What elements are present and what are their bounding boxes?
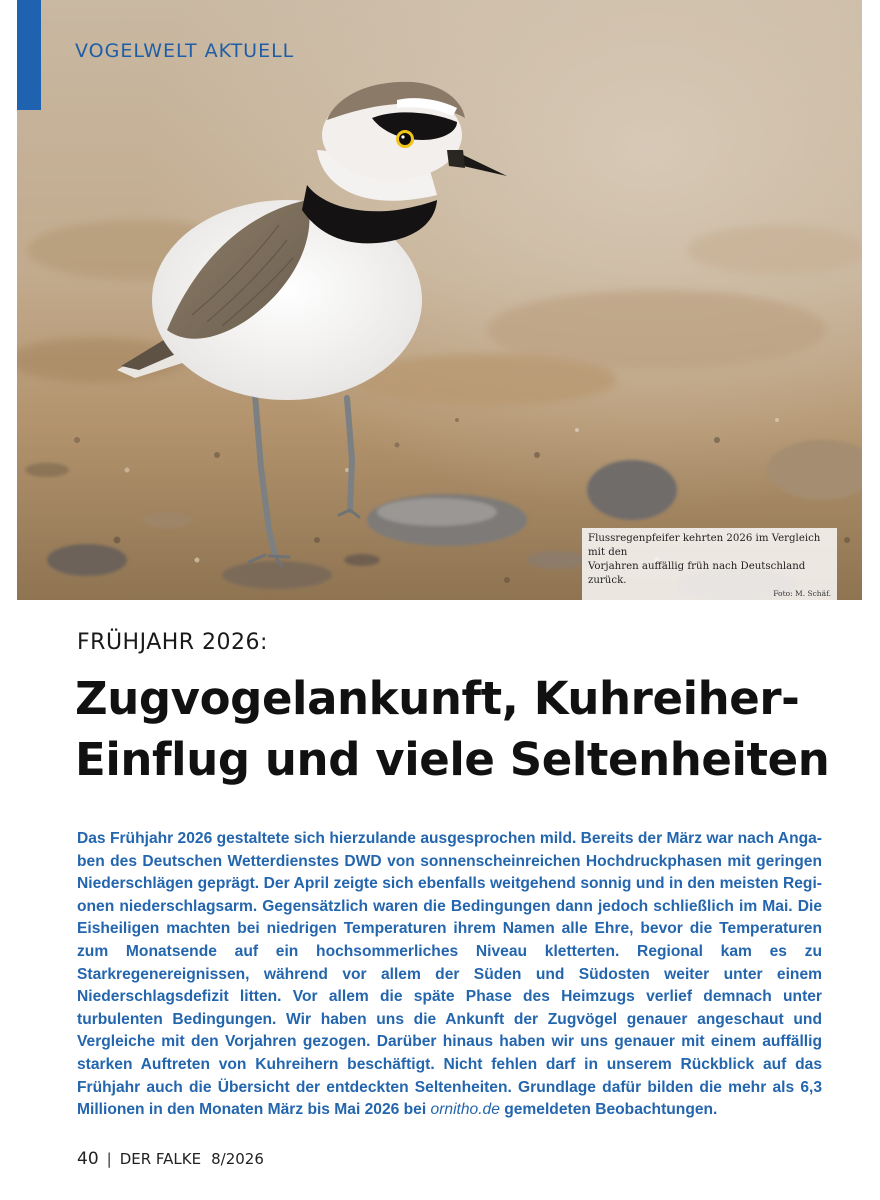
footer-separator: | (106, 1150, 112, 1168)
page-number: 40 (77, 1149, 99, 1169)
section-label: VOGELWELT AKTUELL (75, 40, 295, 62)
plover-photo-illustration (17, 0, 862, 600)
section-color-bar (17, 0, 41, 110)
photo-caption (582, 528, 837, 601)
lead-paragraph (77, 828, 822, 1122)
lead-text-end: gemeldeten Beobachtungen. (504, 1101, 718, 1119)
lead-text: Das Frühjahr 2026 gestaltete sich hierzulande ausgesprochen mild. Bereits der März war nach Angaben des Deutschen Wetterdienstes DWD von sonnenscheinreichen Hochdruckphasen mit geringen Niederschlägen geprägt. Der April zeigte sich ebenfalls weitgehend sonnig und in den meisten Regionen niederschlagsarm. Gegensätzlich waren die Bedingungen dann jedoch schließlich im Mai. Die Eisheiligen machten bei niedrigen Temperaturen ihrem Namen alle Ehre, bevor die Temperaturen zum Monatsende auf ein hochsommerliches Niveau kletterten. Regional kam es zu Starkregenereignissen, während vor allem der Süden und Südosten weiter unter einem Niederschlagsdefizit litten. Vor allem die späte Phase des Heimzugs verlief demnach unter turbulenten Bedingungen. Wir haben uns die Ankunft der Zugvögel genauer angeschaut und Vergleiche mit den Vorjahren gezogen. Darüber hinaus haben wir uns genauer mit einem auffällig starken Auftreten von Kuhreihern beschäftigt. Nicht fehlen darf in unserem Rückblick auf das Frühjahr auch die Übersicht der entdeckten Seltenheiten. Grundlage dafür bilden die mehr als 6,3 Millionen in den Monaten März bis Mai 2026 bei (77, 830, 822, 1119)
issue-number: 8/2026 (211, 1150, 264, 1168)
article-kicker: FRÜHJAHR 2026: (77, 630, 268, 655)
caption-line-1: Flussregenpfeifer kehrten 2026 im Vergleich mit den (588, 533, 821, 558)
plover-photo (17, 0, 862, 600)
caption-line-2: Vorjahren auffällig früh nach Deutschland zurück. (588, 561, 806, 586)
photo-credit: Foto: M. Schäf. (773, 589, 831, 598)
ornitho-link[interactable]: ornitho.de (430, 1101, 500, 1119)
headline-line-1: Zugvogelankunft, Kuhreiher- (75, 672, 800, 725)
page-footer (77, 1149, 264, 1169)
headline-line-2: Einflug und viele Seltenheiten (75, 733, 830, 786)
magazine-name: DER FALKE (119, 1150, 202, 1168)
article-headline (75, 668, 855, 790)
